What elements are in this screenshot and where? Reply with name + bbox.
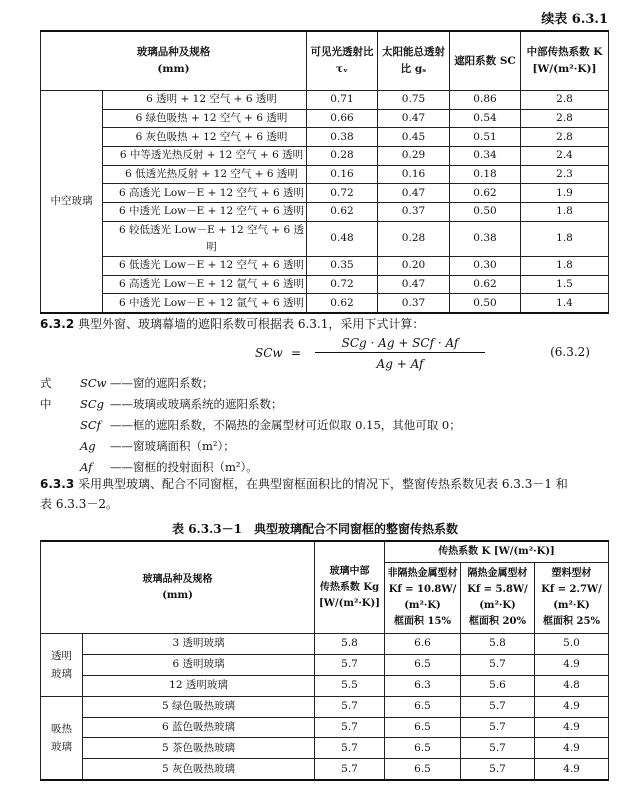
definition-text: ——玻璃或玻璃系统的遮阳系数； (110, 397, 283, 411)
cell-k-thermal: 5.7 (461, 717, 535, 738)
cell-visible: 0.62 (307, 294, 378, 313)
cell-shading: 0.50 (450, 203, 521, 222)
cell-k: 2.3 (521, 165, 609, 184)
cell-spec: 6 低透光 Low－E + 12 空气 + 6 透明 (103, 256, 307, 275)
section-6-3-2-text: 典型外窗、玻璃幕墙的遮阳系数可根据表 6.3.1，采用下式计算： (78, 317, 425, 331)
cell-shading: 0.34 (450, 147, 521, 166)
cell-spec: 6 中透光 Low－E + 12 空气 + 6 透明 (103, 203, 307, 222)
cell-k: 2.4 (521, 147, 609, 166)
definition-text: ——窗玻璃面积（m²）； (110, 439, 235, 453)
cell-k: 1.8 (521, 221, 609, 256)
cell-k-nonthermal: 6.6 (385, 634, 461, 655)
cell-spec: 6 透明玻璃 (83, 654, 315, 675)
cell-k-plastic: 4.9 (535, 759, 609, 780)
header-shading-coefficient: 遮阳系数 SC (450, 31, 521, 91)
cell-solar: 0.47 (378, 109, 450, 128)
table-row (41, 654, 609, 675)
t2-header-nonthermal-metal: 非隔热金属型材 Kf = 10.8W/ (m²·K) 框面积 15% (385, 563, 461, 634)
definition-symbol: SCw (80, 376, 107, 390)
header-visible-transmittance: 可见光透射比 τᵥ (307, 31, 378, 91)
cell-k-thermal: 5.7 (461, 738, 535, 759)
cell-spec: 5 茶色吸热玻璃 (83, 738, 315, 759)
cell-spec: 5 灰色吸热玻璃 (83, 759, 315, 780)
cell-k-plastic: 4.8 (535, 675, 609, 696)
cell-visible: 0.38 (307, 128, 378, 147)
definition-symbol: SCg (80, 397, 105, 411)
cell-spec: 6 中透光 Low－E + 12 氩气 + 6 透明 (103, 294, 307, 313)
cell-solar: 0.47 (378, 184, 450, 203)
cell-solar: 0.75 (378, 91, 450, 110)
cell-kg: 5.7 (315, 717, 385, 738)
cell-shading: 0.18 (450, 165, 521, 184)
cell-solar: 0.16 (378, 165, 450, 184)
cell-solar: 0.45 (378, 128, 450, 147)
cell-kg: 5.7 (315, 759, 385, 780)
cell-k: 1.9 (521, 184, 609, 203)
table-row (41, 165, 609, 184)
section-6-3-3-line2: 表 6.3.3－2。 (40, 497, 118, 511)
cell-k-plastic: 4.9 (535, 738, 609, 759)
cell-k: 2.8 (521, 109, 609, 128)
where-label: 式中 (40, 376, 52, 411)
cell-k-nonthermal: 6.5 (385, 759, 461, 780)
cell-spec: 3 透明玻璃 (83, 634, 315, 655)
formula-equals: = (291, 346, 302, 360)
definition-text: ——窗的遮阳系数； (110, 376, 214, 390)
cell-k-thermal: 5.8 (461, 634, 535, 655)
cell-spec: 6 绿色吸热 + 12 空气 + 6 透明 (103, 109, 307, 128)
cell-visible: 0.16 (307, 165, 378, 184)
table-row (41, 91, 609, 110)
cell-k-thermal: 5.7 (461, 759, 535, 780)
table-row (41, 221, 609, 256)
formula-numerator: SCg · Ag + SCf · Af (315, 336, 485, 353)
cell-k-thermal: 5.7 (461, 696, 535, 717)
section-6-3-3-line1: 采用典型玻璃、配合不同窗框，在典型窗框面积比的情况下，整窗传热系数见表 6.3.3－1 和 (78, 477, 568, 491)
cell-solar: 0.47 (378, 275, 450, 294)
cell-visible: 0.72 (307, 275, 378, 294)
cell-visible: 0.28 (307, 147, 378, 166)
cell-k-plastic: 5.0 (535, 634, 609, 655)
table-row (41, 109, 609, 128)
cell-visible: 0.72 (307, 184, 378, 203)
table-row (41, 294, 609, 313)
table-row (41, 675, 609, 696)
table-row (41, 759, 609, 780)
table-row (41, 256, 609, 275)
cell-spec: 6 较低透光 Low－E + 12 空气 + 6 透明 (103, 221, 307, 256)
cell-visible: 0.66 (307, 109, 378, 128)
cell-spec: 5 绿色吸热玻璃 (83, 696, 315, 717)
t2-header-thermal-metal: 隔热金属型材 Kf = 5.8W/ (m²·K) 框面积 20% (461, 563, 535, 634)
cell-kg: 5.5 (315, 675, 385, 696)
cell-shading: 0.51 (450, 128, 521, 147)
definition-symbol: Ag (80, 439, 96, 453)
cell-k-plastic: 4.9 (535, 717, 609, 738)
header-spec: 玻璃品种及规格 (mm) (41, 31, 307, 91)
table-row (41, 203, 609, 222)
table-row (41, 275, 609, 294)
table-6-3-3-1 (40, 540, 609, 781)
group-name-cell: 吸热玻璃 (41, 696, 83, 780)
table-6-3-1 (40, 30, 609, 314)
cell-k-nonthermal: 6.5 (385, 654, 461, 675)
cell-k-nonthermal: 6.5 (385, 717, 461, 738)
definition-symbol: SCf (80, 418, 101, 432)
t2-header-group: 传热系数 K [W/(m²·K)] (385, 541, 609, 563)
cell-k: 1.8 (521, 203, 609, 222)
equation-number: (6.3.2) (550, 345, 590, 359)
cell-shading: 0.30 (450, 256, 521, 275)
table-row (41, 717, 609, 738)
cell-shading: 0.62 (450, 275, 521, 294)
cell-shading: 0.38 (450, 221, 521, 256)
definition-text: ——窗框的投射面积（m²）。 (110, 460, 258, 474)
cell-k: 2.8 (521, 91, 609, 110)
cell-k-thermal: 5.6 (461, 675, 535, 696)
cell-visible: 0.71 (307, 91, 378, 110)
cell-solar: 0.37 (378, 294, 450, 313)
cell-shading: 0.62 (450, 184, 521, 203)
cell-kg: 5.8 (315, 634, 385, 655)
cell-spec: 12 透明玻璃 (83, 675, 315, 696)
cell-spec: 6 灰色吸热 + 12 空气 + 6 透明 (103, 128, 307, 147)
formula-lhs: SCw (255, 346, 283, 360)
t2-header-kg: 玻璃中部 传热系数 Kg [W/(m²·K)] (315, 541, 385, 634)
cell-visible: 0.35 (307, 256, 378, 275)
table-row (41, 738, 609, 759)
table-row (41, 184, 609, 203)
cell-k: 1.5 (521, 275, 609, 294)
t2-header-plastic: 塑料型材 Kf = 2.7W/ (m²·K) 框面积 25% (535, 563, 609, 634)
cell-k-plastic: 4.9 (535, 654, 609, 675)
table-row (41, 696, 609, 717)
cell-k: 2.8 (521, 128, 609, 147)
cell-shading: 0.50 (450, 294, 521, 313)
cell-spec: 6 透明 + 12 空气 + 6 透明 (103, 91, 307, 110)
cell-spec: 6 低透光热反射 + 12 空气 + 6 透明 (103, 165, 307, 184)
cell-shading: 0.86 (450, 91, 521, 110)
continued-table-label: 续表 6.3.1 (541, 12, 608, 27)
table-6-3-3-1-title: 表 6.3.3－1 典型玻璃配合不同窗框的整窗传热系数 (172, 522, 458, 536)
header-solar-transmittance: 太阳能总透射比 gₛ (378, 31, 450, 91)
cell-kg: 5.7 (315, 738, 385, 759)
cell-kg: 5.7 (315, 696, 385, 717)
cell-spec: 6 高透光 Low－E + 12 空气 + 6 透明 (103, 184, 307, 203)
cell-solar: 0.28 (378, 221, 450, 256)
cell-solar: 0.37 (378, 203, 450, 222)
cell-k-nonthermal: 6.3 (385, 675, 461, 696)
cell-k-nonthermal: 6.5 (385, 738, 461, 759)
section-6-3-3: 6.3.3 采用典型玻璃、配合不同窗框，在典型窗框面积比的情况下，整窗传热系数见表 6.3.3－1 和 表 6.3.3－2。 (40, 474, 568, 514)
definition-text: ——框的遮阳系数，不隔热的金属型材可近似取 0.15，其他可取 0； (110, 418, 461, 432)
table-row (41, 147, 609, 166)
category-cell: 中空玻璃 (41, 91, 103, 313)
cell-visible: 0.62 (307, 203, 378, 222)
cell-solar: 0.20 (378, 256, 450, 275)
definition-symbol: Af (80, 460, 93, 474)
cell-k: 1.8 (521, 256, 609, 275)
group-name-cell: 透明玻璃 (41, 634, 83, 697)
cell-k-thermal: 5.7 (461, 654, 535, 675)
t2-header-spec: 玻璃品种及规格 (mm) (41, 541, 315, 634)
cell-kg: 5.7 (315, 654, 385, 675)
cell-spec: 6 蓝色吸热玻璃 (83, 717, 315, 738)
header-heat-transfer: 中部传热系数 K [W/(m²·K)] (521, 31, 609, 91)
cell-k-plastic: 4.9 (535, 696, 609, 717)
cell-k-nonthermal: 6.5 (385, 696, 461, 717)
cell-solar: 0.29 (378, 147, 450, 166)
cell-spec: 6 中等透光热反射 + 12 空气 + 6 透明 (103, 147, 307, 166)
cell-visible: 0.48 (307, 221, 378, 256)
table-row (41, 128, 609, 147)
section-6-3-2: 6.3.2 典型外窗、玻璃幕墙的遮阳系数可根据表 6.3.1，采用下式计算： (40, 317, 425, 331)
cell-spec: 6 高透光 Low－E + 12 氩气 + 6 透明 (103, 275, 307, 294)
table-row (41, 634, 609, 655)
cell-shading: 0.54 (450, 109, 521, 128)
cell-k: 1.4 (521, 294, 609, 313)
formula-denominator: Ag + Af (376, 357, 424, 371)
